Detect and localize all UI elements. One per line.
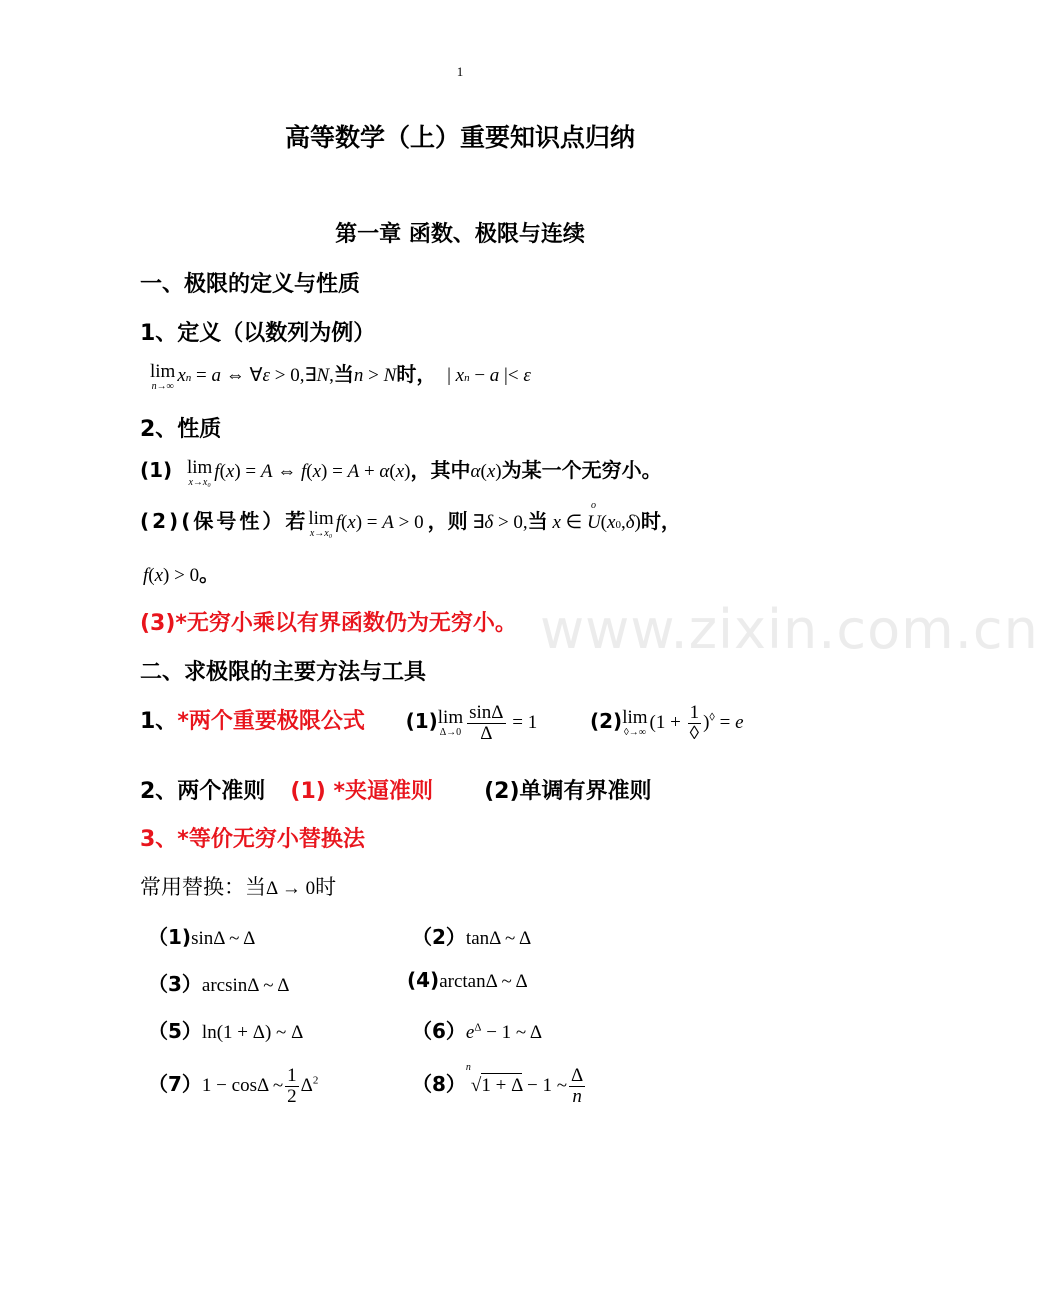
property-3: (3)*无穷小乘以有界函数仍为无穷小。 bbox=[140, 611, 517, 636]
chapter-heading: 第一章 函数、极限与连续 bbox=[335, 222, 585, 247]
equivalence-6: $(6)e^\Delta - 1$ ~ Δ bbox=[412, 1019, 543, 1043]
def-when: 当 bbox=[333, 362, 354, 386]
def-time: 时， bbox=[396, 362, 437, 386]
section-1-heading: 一、极限的定义与性质 bbox=[140, 272, 361, 297]
equivalence-7: （7）1 − cosΔ ~ $\frac{1}{2}$ $\Delta^2$ bbox=[148, 1065, 319, 1107]
section-2-heading: 二、求极限的主要方法与工具 bbox=[140, 660, 427, 685]
property-heading: 2、性质 bbox=[140, 417, 222, 442]
document-title: 高等数学（上）重要知识点归纳 bbox=[284, 123, 635, 152]
equivalence-1: （1)sinΔ ~ Δ bbox=[148, 925, 256, 949]
two-criteria-line: 2、两个准则 (1) *夹逼准则 (2)单调有界准则 bbox=[140, 779, 652, 804]
common-substitution-line: 常用替换：当Δ → 0时 bbox=[140, 875, 337, 899]
definition-heading: 1、定义（以数列为例） bbox=[140, 321, 376, 346]
equivalence-5: （5）ln(1 + Δ) ~ Δ bbox=[148, 1019, 304, 1043]
limit-definition-formula: lim n→∞ xn = a ⇔ ∀ε > 0,∃N,当n > N时， | xn − a |< ε bbox=[150, 360, 531, 392]
equivalence-4: (4)arctanΔ ~ Δ bbox=[407, 968, 528, 992]
property-2: (2)(保号性）若 lim x→x₀ f(x) = A > 0 ，则 ∃δ > 0,当 x ∈ U o (x0,δ)时， bbox=[140, 500, 681, 539]
watermark: www.zixin.com.cn bbox=[540, 598, 1039, 661]
equivalence-3: （3）arcsinΔ ~ Δ bbox=[148, 972, 290, 996]
important-limits-line: 1、*两个重要极限公式 (1) lim Δ→0 $\frac{\sin\Delta}{\Delta}$ = 1 (2) lim ◊→∞ (1 + $\frac{1}{◊}$ )◊ = e bbox=[140, 702, 744, 744]
page-number: 1 bbox=[456, 64, 464, 79]
property-2-continued: f(x) > 0。 bbox=[143, 562, 220, 586]
equivalence-8: $(8)^n√1 + \Delta - 1$ ~ $\frac{\Delta}{n}$ bbox=[412, 1062, 584, 1107]
monotone-bounded-theorem: (2)单调有界准则 bbox=[484, 779, 652, 804]
property-1: (1) lim x→x₀ f(x) = A ⇔ f(x) = A + α(x)，其中α(x)为某一个无穷小。 bbox=[140, 456, 662, 488]
squeeze-theorem: (1) *夹逼准则 bbox=[290, 779, 433, 804]
equivalence-2: （2）tanΔ ~ Δ bbox=[412, 925, 532, 949]
important-limits-title: *两个重要极限公式 bbox=[177, 708, 365, 734]
equivalent-infinitesimal-heading: 3、*等价无穷小替换法 bbox=[140, 827, 365, 852]
